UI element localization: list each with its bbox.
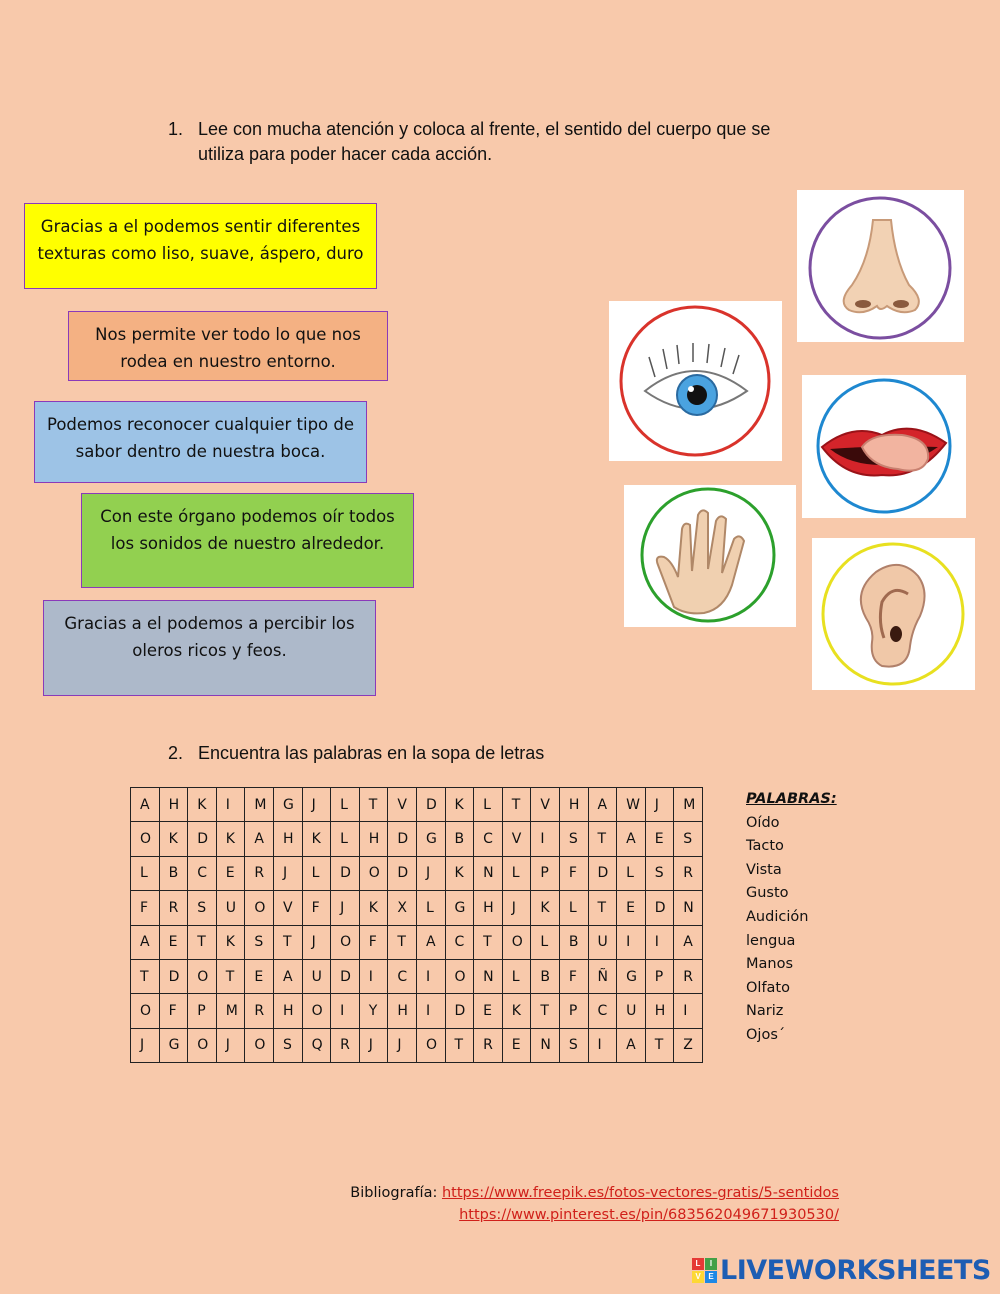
grid-cell[interactable]: L: [416, 891, 445, 925]
word-item: Olfato: [746, 979, 790, 996]
grid-cell[interactable]: C: [188, 856, 217, 890]
grid-cell[interactable]: S: [559, 1028, 588, 1062]
grid-cell[interactable]: G: [159, 1028, 188, 1062]
nose-icon: [797, 190, 964, 342]
grid-cell[interactable]: F: [559, 856, 588, 890]
grid-cell[interactable]: E: [474, 994, 503, 1028]
grid-cell[interactable]: J: [388, 1028, 417, 1062]
grid-cell[interactable]: D: [416, 788, 445, 822]
grid-cell[interactable]: T: [359, 788, 388, 822]
grid-cell[interactable]: J: [273, 856, 302, 890]
instruction-2: [168, 741, 668, 767]
grid-cell[interactable]: R: [674, 856, 703, 890]
grid-cell[interactable]: H: [273, 822, 302, 856]
grid-cell[interactable]: S: [188, 891, 217, 925]
grid-cell[interactable]: L: [474, 788, 503, 822]
grid-cell[interactable]: M: [674, 788, 703, 822]
grid-cell[interactable]: S: [645, 856, 674, 890]
instruction-2-text: Encuentra las palabras en la sopa de letras: [198, 743, 545, 763]
grid-cell[interactable]: L: [531, 925, 560, 959]
clue-text-hearing: Con este órgano podemos oír todos los sonidos de nuestro alrededor.: [100, 507, 395, 553]
grid-cell[interactable]: L: [502, 856, 531, 890]
grid-cell[interactable]: T: [502, 788, 531, 822]
grid-cell[interactable]: D: [159, 959, 188, 993]
grid-cell[interactable]: K: [159, 822, 188, 856]
eye-image[interactable]: [609, 301, 782, 461]
grid-cell[interactable]: B: [159, 856, 188, 890]
eye-icon: [609, 301, 782, 461]
grid-cell[interactable]: S: [674, 822, 703, 856]
bibliography-label: Bibliografía:: [350, 1185, 442, 1201]
grid-cell[interactable]: R: [245, 856, 274, 890]
grid-cell[interactable]: N: [531, 1028, 560, 1062]
grid-cell[interactable]: O: [131, 822, 160, 856]
grid-cell[interactable]: L: [502, 959, 531, 993]
grid-cell[interactable]: C: [445, 925, 474, 959]
grid-cell[interactable]: B: [445, 822, 474, 856]
ear-icon: [812, 538, 975, 690]
grid-cell[interactable]: T: [273, 925, 302, 959]
grid-cell[interactable]: O: [131, 994, 160, 1028]
grid-cell[interactable]: T: [531, 994, 560, 1028]
grid-cell[interactable]: O: [416, 1028, 445, 1062]
grid-cell[interactable]: F: [159, 994, 188, 1028]
grid-cell[interactable]: T: [588, 822, 617, 856]
grid-cell[interactable]: J: [302, 788, 331, 822]
grid-cell[interactable]: K: [445, 788, 474, 822]
grid-row: [131, 822, 703, 856]
logo-blocks-icon: [692, 1258, 717, 1283]
grid-cell[interactable]: D: [388, 822, 417, 856]
grid-cell[interactable]: E: [617, 891, 646, 925]
grid-cell[interactable]: J: [331, 891, 360, 925]
grid-cell[interactable]: N: [474, 959, 503, 993]
grid-cell[interactable]: A: [416, 925, 445, 959]
grid-cell[interactable]: I: [331, 994, 360, 1028]
grid-cell[interactable]: E: [645, 822, 674, 856]
grid-cell[interactable]: K: [359, 891, 388, 925]
word-item: Audición: [746, 908, 809, 925]
grid-cell[interactable]: H: [388, 994, 417, 1028]
grid-cell[interactable]: L: [302, 856, 331, 890]
grid-cell[interactable]: H: [645, 994, 674, 1028]
grid-cell[interactable]: V: [388, 788, 417, 822]
grid-cell[interactable]: I: [645, 925, 674, 959]
grid-cell[interactable]: T: [474, 925, 503, 959]
tongue-image[interactable]: [802, 375, 966, 518]
word-list: [746, 788, 837, 1048]
word-item: Vista: [746, 861, 782, 878]
logo-text: LIVEWORKSHEETS: [720, 1254, 991, 1286]
grid-cell[interactable]: G: [445, 891, 474, 925]
grid-cell[interactable]: O: [188, 1028, 217, 1062]
word-item: Manos: [746, 956, 794, 973]
grid-cell[interactable]: A: [131, 925, 160, 959]
grid-cell[interactable]: A: [273, 959, 302, 993]
grid-cell[interactable]: R: [474, 1028, 503, 1062]
bibliography-link-pinterest[interactable]: https://www.pinterest.es/pin/683562049671930530/: [459, 1207, 839, 1223]
grid-row: [131, 1028, 703, 1062]
grid-row: [131, 994, 703, 1028]
nose-image[interactable]: [797, 190, 964, 342]
clue-text-taste: Podemos reconocer cualquier tipo de sabor dentro de nuestra boca.: [46, 415, 355, 461]
grid-cell[interactable]: I: [617, 925, 646, 959]
grid-cell[interactable]: A: [588, 788, 617, 822]
hand-icon: [624, 485, 796, 627]
grid-cell[interactable]: N: [474, 856, 503, 890]
grid-cell[interactable]: U: [216, 891, 245, 925]
clue-box-smell[interactable]: [43, 600, 376, 696]
grid-cell[interactable]: T: [188, 925, 217, 959]
grid-cell[interactable]: A: [674, 925, 703, 959]
grid-cell[interactable]: M: [216, 994, 245, 1028]
instruction-1-line-2: utiliza para poder hacer cada acción.: [198, 144, 493, 164]
grid-cell[interactable]: Q: [302, 1028, 331, 1062]
word-item: lengua: [746, 932, 796, 949]
grid-cell[interactable]: T: [445, 1028, 474, 1062]
grid-cell[interactable]: L: [617, 856, 646, 890]
word-item: Tacto: [746, 838, 784, 855]
grid-cell[interactable]: L: [559, 891, 588, 925]
grid-cell[interactable]: D: [188, 822, 217, 856]
clue-box-taste[interactable]: [34, 401, 367, 483]
grid-cell[interactable]: U: [617, 994, 646, 1028]
grid-cell[interactable]: F: [359, 925, 388, 959]
grid-cell[interactable]: O: [331, 925, 360, 959]
grid-cell[interactable]: W: [617, 788, 646, 822]
grid-cell[interactable]: D: [588, 856, 617, 890]
grid-cell[interactable]: L: [131, 856, 160, 890]
grid-cell[interactable]: K: [188, 788, 217, 822]
grid-cell[interactable]: Ñ: [588, 959, 617, 993]
grid-cell[interactable]: O: [188, 959, 217, 993]
grid-cell[interactable]: F: [302, 891, 331, 925]
grid-cell[interactable]: P: [645, 959, 674, 993]
grid-cell[interactable]: H: [273, 994, 302, 1028]
grid-cell[interactable]: I: [416, 959, 445, 993]
grid-cell[interactable]: A: [245, 822, 274, 856]
grid-cell[interactable]: T: [388, 925, 417, 959]
grid-cell[interactable]: K: [302, 822, 331, 856]
grid-cell[interactable]: J: [131, 1028, 160, 1062]
grid-cell[interactable]: S: [245, 925, 274, 959]
grid-row: [131, 788, 703, 822]
grid-cell[interactable]: K: [531, 891, 560, 925]
grid-cell[interactable]: U: [302, 959, 331, 993]
grid-cell[interactable]: S: [273, 1028, 302, 1062]
grid-cell[interactable]: I: [531, 822, 560, 856]
grid-cell[interactable]: T: [645, 1028, 674, 1062]
grid-cell[interactable]: B: [559, 925, 588, 959]
grid-cell[interactable]: J: [359, 1028, 388, 1062]
grid-cell[interactable]: J: [645, 788, 674, 822]
grid-cell[interactable]: A: [131, 788, 160, 822]
grid-cell[interactable]: O: [445, 959, 474, 993]
clue-text-smell: Gracias a el podemos a percibir los oleros ricos y feos.: [64, 614, 355, 660]
instruction-1-number: 1.: [168, 119, 184, 139]
grid-cell[interactable]: O: [245, 1028, 274, 1062]
grid-cell[interactable]: T: [588, 891, 617, 925]
ear-image[interactable]: [812, 538, 975, 690]
grid-cell[interactable]: K: [216, 925, 245, 959]
grid-cell[interactable]: A: [617, 1028, 646, 1062]
word-item: Ojos´: [746, 1026, 786, 1043]
grid-cell[interactable]: G: [273, 788, 302, 822]
grid-cell[interactable]: K: [502, 994, 531, 1028]
grid-cell[interactable]: R: [331, 1028, 360, 1062]
grid-cell[interactable]: F: [559, 959, 588, 993]
grid-cell[interactable]: P: [531, 856, 560, 890]
grid-cell[interactable]: H: [559, 788, 588, 822]
grid-cell[interactable]: L: [331, 788, 360, 822]
grid-cell[interactable]: B: [531, 959, 560, 993]
grid-cell[interactable]: K: [216, 822, 245, 856]
word-item: Oído: [746, 814, 780, 831]
logo-block: I: [705, 1258, 717, 1270]
grid-cell[interactable]: J: [416, 856, 445, 890]
grid-cell[interactable]: C: [474, 822, 503, 856]
grid-cell[interactable]: I: [216, 788, 245, 822]
grid-cell[interactable]: S: [559, 822, 588, 856]
word-item: Nariz: [746, 1003, 784, 1020]
grid-cell[interactable]: L: [331, 822, 360, 856]
grid-cell[interactable]: J: [302, 925, 331, 959]
grid-cell[interactable]: I: [588, 1028, 617, 1062]
grid-cell[interactable]: T: [131, 959, 160, 993]
grid-cell[interactable]: X: [388, 891, 417, 925]
logo-block: L: [692, 1258, 704, 1270]
grid-cell[interactable]: R: [159, 891, 188, 925]
clue-box-sight[interactable]: [68, 311, 388, 381]
grid-cell[interactable]: T: [216, 959, 245, 993]
grid-cell[interactable]: J: [502, 891, 531, 925]
clue-box-touch[interactable]: [24, 203, 377, 289]
grid-cell[interactable]: Z: [674, 1028, 703, 1062]
grid-cell[interactable]: O: [502, 925, 531, 959]
grid-cell[interactable]: Y: [359, 994, 388, 1028]
grid-cell[interactable]: V: [502, 822, 531, 856]
grid-cell[interactable]: D: [445, 994, 474, 1028]
grid-cell[interactable]: V: [531, 788, 560, 822]
grid-cell[interactable]: E: [159, 925, 188, 959]
grid-cell[interactable]: E: [502, 1028, 531, 1062]
clue-text-touch: Gracias a el podemos sentir diferentes texturas como liso, suave, áspero, duro: [37, 217, 364, 263]
instruction-2-number: 2.: [168, 743, 184, 763]
grid-cell[interactable]: K: [445, 856, 474, 890]
grid-cell[interactable]: P: [188, 994, 217, 1028]
grid-cell[interactable]: N: [674, 891, 703, 925]
grid-cell[interactable]: O: [359, 856, 388, 890]
grid-cell[interactable]: P: [559, 994, 588, 1028]
grid-cell[interactable]: D: [645, 891, 674, 925]
grid-cell[interactable]: I: [674, 994, 703, 1028]
grid-cell[interactable]: R: [674, 959, 703, 993]
grid-cell[interactable]: R: [245, 994, 274, 1028]
grid-cell[interactable]: E: [216, 856, 245, 890]
grid-cell[interactable]: C: [388, 959, 417, 993]
bibliography: [350, 1182, 839, 1226]
grid-cell[interactable]: O: [302, 994, 331, 1028]
grid-cell[interactable]: M: [245, 788, 274, 822]
grid-cell[interactable]: I: [359, 959, 388, 993]
grid-row: [131, 925, 703, 959]
grid-row: [131, 856, 703, 890]
instruction-1: [168, 117, 868, 169]
grid-cell[interactable]: D: [331, 856, 360, 890]
bibliography-link-freepik[interactable]: https://www.freepik.es/fotos-vectores-gratis/5-sentidos: [441, 1185, 839, 1201]
clue-text-sight: Nos permite ver todo lo que nos rodea en nuestro entorno.: [95, 325, 361, 371]
logo-block: E: [705, 1271, 717, 1283]
tongue-icon: [802, 375, 966, 518]
word-item: Gusto: [746, 885, 789, 902]
hand-image[interactable]: [624, 485, 796, 627]
grid-cell[interactable]: D: [388, 856, 417, 890]
word-list-heading: PALABRAS:: [746, 791, 837, 807]
grid-cell[interactable]: E: [245, 959, 274, 993]
logo-block: V: [692, 1271, 704, 1283]
grid-cell[interactable]: U: [588, 925, 617, 959]
instruction-1-line-1: Lee con mucha atención y coloca al frente, el sentido del cuerpo que se: [198, 119, 771, 139]
grid-cell[interactable]: H: [474, 891, 503, 925]
word-search-grid[interactable]: [130, 787, 703, 1063]
grid-cell[interactable]: H: [159, 788, 188, 822]
grid-cell[interactable]: V: [273, 891, 302, 925]
grid-cell[interactable]: J: [216, 1028, 245, 1062]
grid-cell[interactable]: G: [416, 822, 445, 856]
grid-cell[interactable]: O: [245, 891, 274, 925]
grid-cell[interactable]: C: [588, 994, 617, 1028]
clue-box-hearing[interactable]: [81, 493, 414, 588]
grid-row: [131, 891, 703, 925]
grid-cell[interactable]: G: [617, 959, 646, 993]
liveworksheets-logo[interactable]: [692, 1255, 991, 1285]
grid-cell[interactable]: H: [359, 822, 388, 856]
grid-cell[interactable]: I: [416, 994, 445, 1028]
grid-cell[interactable]: F: [131, 891, 160, 925]
grid-cell[interactable]: D: [331, 959, 360, 993]
grid-row: [131, 959, 703, 993]
grid-cell[interactable]: A: [617, 822, 646, 856]
